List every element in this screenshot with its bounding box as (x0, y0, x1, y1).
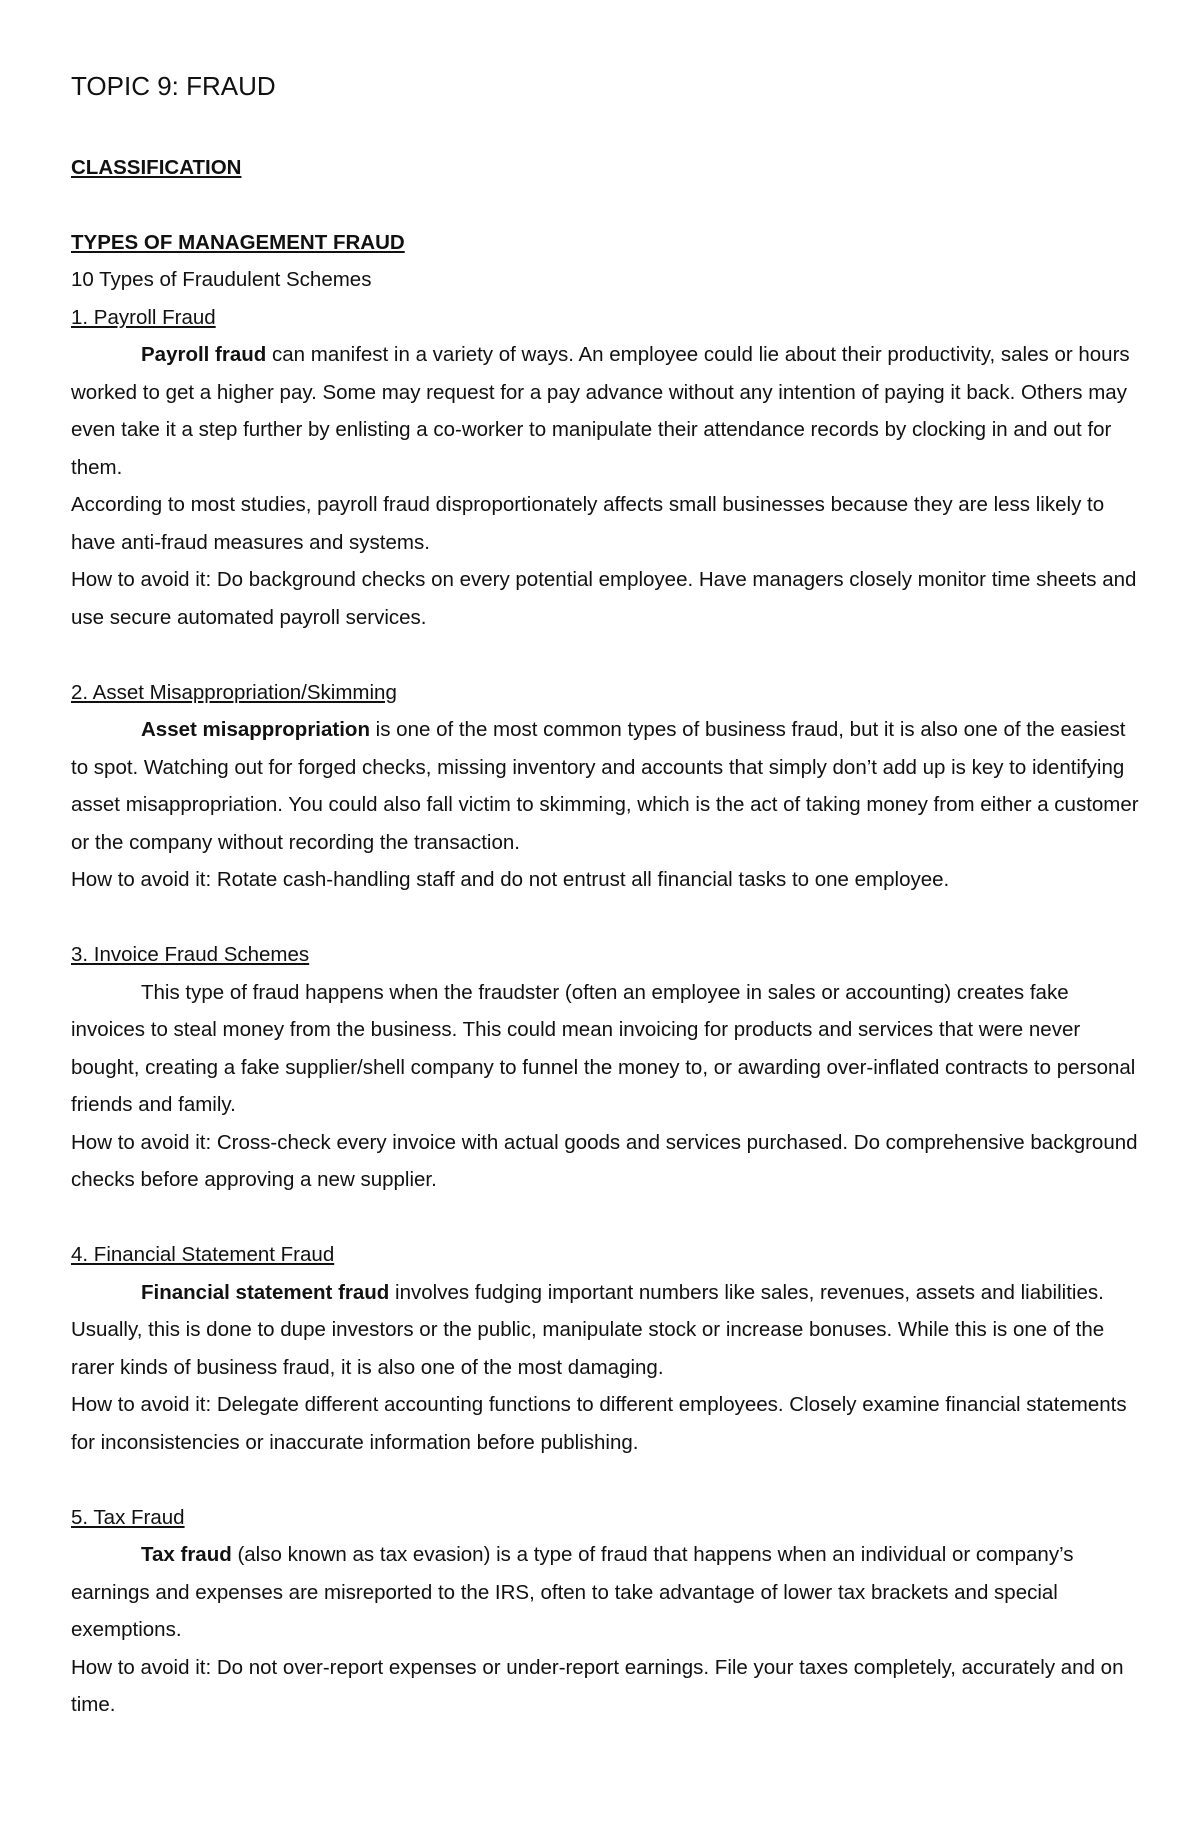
section-body-asset (71, 711, 1141, 861)
section-text: involves fudging important numbers like sales, revenues, assets and liabilities. Usually, this is done to dupe investors or the public, manipulate stock or increase bonuses. While this is one of the rarer kinds of business fraud, it is also one of the most damaging. (71, 1280, 1105, 1379)
document-title: TOPIC 9: FRAUD (71, 71, 276, 101)
spacer (71, 899, 1141, 937)
intro-line: 10 Types of Fraudulent Schemes (71, 268, 372, 291)
section-avoid-invoice: How to avoid it: Cross-check every invoice with actual goods and services purchased. Do comprehensive background checks before approving a new supplier. (71, 1130, 1138, 1191)
spacer (71, 636, 1141, 674)
section-body-financial (71, 1274, 1141, 1387)
section-body-payroll (71, 336, 1141, 486)
section-heading-invoice: 3. Invoice Fraud Schemes (71, 943, 310, 966)
section-body-tax (71, 1536, 1141, 1649)
section-heading-payroll: 1. Payroll Fraud (71, 305, 216, 329)
section-heading-financial: 4. Financial Statement Fraud (71, 1243, 335, 1266)
section-text: (also known as tax evasion) is a type of fraud that happens when an individual or company’s earnings and expenses are misreported to the IRS, often to take advantage of lower tax brackets and special exemptions. (71, 1543, 1074, 1641)
section-heading-asset: 2. Asset Misappropriation/Skimming (71, 680, 397, 704)
document-page (71, 68, 1141, 1724)
section-avoid-payroll: How to avoid it: Do background checks on every potential employee. Have managers closely monitor time sheets and use secure automated payroll services. (71, 568, 1137, 629)
types-heading: TYPES OF MANAGEMENT FRAUD (71, 230, 405, 254)
section-avoid-tax: How to avoid it: Do not over-report expenses or under-report earnings. File your taxes completely, accurately and on time. (71, 1655, 1124, 1716)
section-avoid-asset: How to avoid it: Rotate cash-handling staff and do not entrust all financial tasks to one employee. (71, 868, 950, 891)
spacer (71, 1199, 1141, 1237)
section-text: is one of the most common types of business fraud, but it is also one of the easiest to spot. Watching out for forged checks, missing inventory and accounts that simply don’t add up is key to identifying asset misappropriation. You could also fall victim to skimming, which is the act of taking money from either a customer or the company without recording the transaction. (71, 718, 1139, 854)
section-extra-payroll: According to most studies, payroll fraud disproportionately affects small businesses because they are less likely to have anti-fraud measures and systems. (71, 493, 1105, 554)
spacer (71, 1461, 1141, 1499)
section-heading-tax: 5. Tax Fraud (71, 1505, 185, 1529)
section-term: Tax fraud (141, 1543, 232, 1566)
section-body-invoice: This type of fraud happens when the fraudster (often an employee in sales or accounting) creates fake invoices to steal money from the business. This could mean invoicing for products and services that were never bought, creating a fake supplier/shell company to funnel the money to, or awarding over-inflated contracts to personal friends and family. (71, 980, 1136, 1116)
classification-heading: CLASSIFICATION (71, 156, 242, 179)
section-text: can manifest in a variety of ways. An employee could lie about their productivity, sales or hours worked to get a higher pay. Some may request for a pay advance without any intention of paying it back. Others may even take it a step further by enlisting a co-worker to manipulate their attendance records by clocking in and out for them. (71, 343, 1130, 479)
section-term: Financial statement fraud (141, 1280, 390, 1304)
section-avoid-financial: How to avoid it: Delegate different accounting functions to different employees. Closely examine financial statements for inconsistencies or inaccurate information before publishing. (71, 1393, 1127, 1454)
section-term: Payroll fraud (141, 343, 267, 366)
section-term: Asset misappropriation (141, 718, 370, 741)
